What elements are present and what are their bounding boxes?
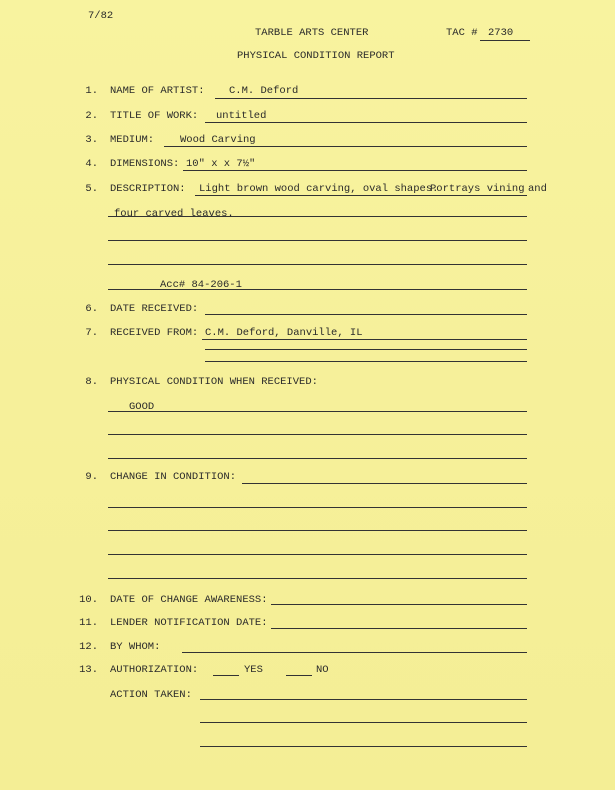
change-condition-line-4 <box>108 554 527 555</box>
artist-label: NAME OF ARTIST: <box>110 85 205 97</box>
physical-condition-line-3 <box>108 458 527 459</box>
field-number: 10. <box>79 594 98 606</box>
tac-underline <box>480 40 530 41</box>
description-value-2: four carved leaves. <box>114 208 234 220</box>
title-label: TITLE OF WORK: <box>110 110 199 122</box>
accession-number: Acc# 84-206-1 <box>160 279 242 291</box>
dimensions-label: DIMENSIONS: <box>110 158 180 170</box>
action-taken-label: ACTION TAKEN: <box>110 689 192 701</box>
report-title: PHYSICAL CONDITION REPORT <box>237 50 395 62</box>
received-from-line-3 <box>205 361 527 362</box>
change-condition-line-3 <box>108 530 527 531</box>
change-condition-line-5 <box>108 578 527 579</box>
physical-condition-value: GOOD <box>129 401 155 413</box>
date-code: 7/82 <box>88 10 114 22</box>
authorization-label: AUTHORIZATION: <box>110 664 199 676</box>
change-condition-line-2 <box>108 507 527 508</box>
field-number: 1. <box>85 85 98 97</box>
date-received-line <box>205 314 527 315</box>
lender-notification-line <box>271 628 527 629</box>
change-awareness-label: DATE OF CHANGE AWARENESS: <box>110 594 268 606</box>
field-number: 8. <box>85 376 98 388</box>
field-number: 7. <box>85 327 98 339</box>
dimensions-value: 10" x x 7½" <box>186 158 256 170</box>
description-line-1 <box>195 195 527 196</box>
artist-line <box>215 98 527 99</box>
description-label: DESCRIPTION: <box>110 183 186 195</box>
title-value: untitled <box>216 110 267 122</box>
change-condition-label: CHANGE IN CONDITION: <box>110 471 237 483</box>
field-number: 13. <box>79 664 98 676</box>
physical-condition-line-1 <box>108 411 527 412</box>
medium-line <box>164 146 527 147</box>
title-line <box>205 122 527 123</box>
description-value-1: Light brown wood carving, oval shapes. <box>199 183 439 195</box>
received-from-value: C.M. Deford, Danville, IL <box>205 327 363 339</box>
field-number: 2. <box>85 110 98 122</box>
field-number: 5. <box>85 183 98 195</box>
dimensions-line <box>183 170 527 171</box>
medium-value: Wood Carving <box>180 134 256 146</box>
description-value-1b: Portrays vining <box>430 183 525 195</box>
action-taken-line-3 <box>200 746 527 747</box>
description-line-4 <box>108 264 527 265</box>
field-number: 4. <box>85 158 98 170</box>
field-number: 11. <box>79 617 98 629</box>
lender-notification-label: LENDER NOTIFICATION DATE: <box>110 617 268 629</box>
field-number: 6. <box>85 303 98 315</box>
description-value-1c: and <box>528 183 547 195</box>
date-received-label: DATE RECEIVED: <box>110 303 199 315</box>
accession-line <box>108 289 527 290</box>
received-from-line-1 <box>202 339 527 340</box>
physical-condition-line-2 <box>108 434 527 435</box>
tac-label: TAC # <box>446 27 478 39</box>
no-label: NO <box>316 664 329 676</box>
action-taken-line-2 <box>200 722 527 723</box>
yes-label: YES <box>244 664 263 676</box>
artist-value: C.M. Deford <box>229 85 299 97</box>
field-number: 12. <box>79 641 98 653</box>
description-line-2 <box>108 216 527 217</box>
description-line-3 <box>108 240 527 241</box>
change-condition-line-1 <box>242 483 527 484</box>
org-name: TARBLE ARTS CENTER <box>255 27 369 39</box>
field-number: 9. <box>85 471 98 483</box>
yes-line <box>213 675 239 676</box>
physical-condition-label: PHYSICAL CONDITION WHEN RECEIVED: <box>110 376 318 388</box>
field-number: 3. <box>85 134 98 146</box>
by-whom-line <box>182 652 527 653</box>
medium-label: MEDIUM: <box>110 134 155 146</box>
received-from-label: RECEIVED FROM: <box>110 327 199 339</box>
tac-number: 2730 <box>488 27 514 39</box>
received-from-line-2 <box>205 349 527 350</box>
by-whom-label: BY WHOM: <box>110 641 161 653</box>
action-taken-line-1 <box>200 699 527 700</box>
change-awareness-line <box>271 604 527 605</box>
no-line <box>286 675 312 676</box>
